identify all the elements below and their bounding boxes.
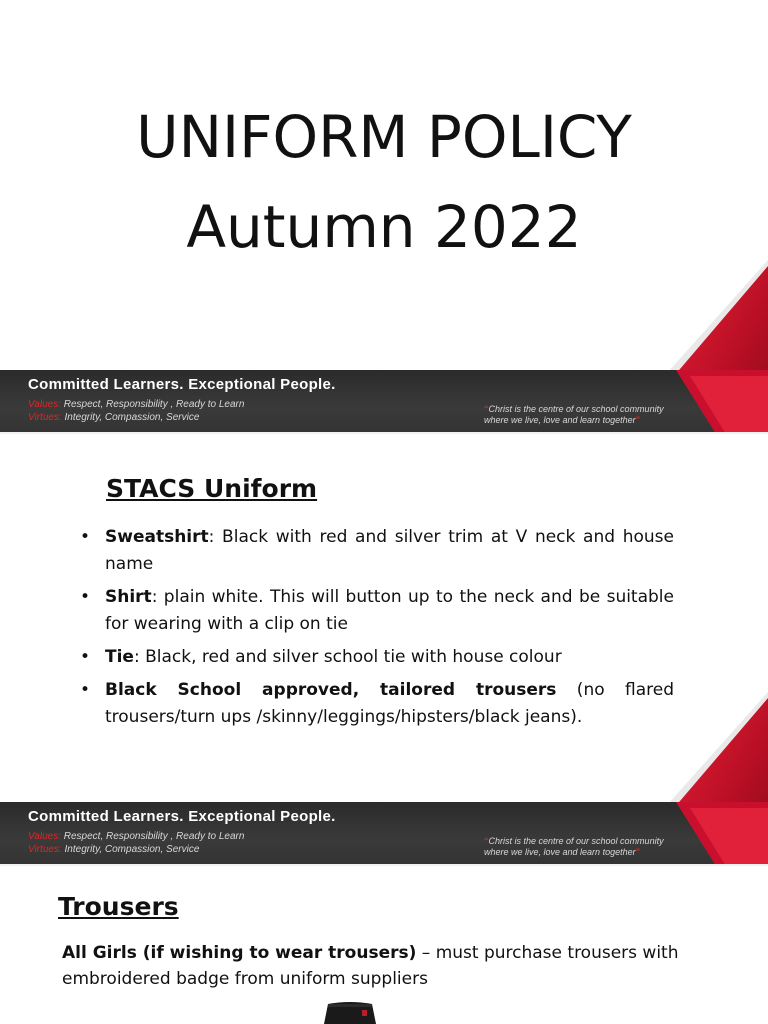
item-label: Sweatshirt <box>105 527 209 547</box>
footer-banner <box>0 370 768 434</box>
red-corner-overlay <box>676 802 768 866</box>
red-corner-overlay <box>676 370 768 434</box>
quote-line-2: where we live, love and learn together <box>484 847 636 857</box>
footer-banner <box>0 802 768 866</box>
trousers-text: – must purchase trousers with embroidered badge from uniform suppliers <box>62 943 679 989</box>
item-label: Black School approved, tailored trousers <box>105 680 557 700</box>
slide-heading: Trousers <box>58 892 179 921</box>
quote-line-1: Christ is the centre of our school community <box>488 836 664 846</box>
trousers-image <box>318 1002 382 1024</box>
virtues-label: Virtues: <box>28 844 62 855</box>
virtues-text: Integrity, Compassion, Service <box>61 844 200 855</box>
girls-label: All Girls (if wishing to wear trousers) <box>62 943 417 963</box>
footer-virtues <box>28 412 199 423</box>
footer-quote <box>484 404 684 426</box>
title-line-2: Autumn 2022 <box>186 193 582 261</box>
slide-title <box>0 92 768 272</box>
virtues-label: Virtues: <box>28 412 62 423</box>
list-item <box>80 677 674 731</box>
item-text: (no flared trousers/turn ups /skinny/leggings/hipsters/black jeans). <box>105 680 674 727</box>
values-text: Respect, Responsibility , Ready to Learn <box>60 831 245 842</box>
quote-line-2: where we live, love and learn together <box>484 415 636 425</box>
title-line-1: UNIFORM POLICY <box>136 103 632 171</box>
item-text: : Black with red and silver trim at V neck and house name <box>105 527 674 574</box>
list-item <box>80 644 674 671</box>
footer-values <box>28 399 244 410</box>
values-label: Values: <box>28 399 61 410</box>
footer-virtues <box>28 844 199 855</box>
list-item <box>80 584 674 638</box>
virtues-text: Integrity, Compassion, Service <box>61 412 200 423</box>
values-text: Respect, Responsibility , Ready to Learn <box>60 399 245 410</box>
uniform-list <box>80 524 674 737</box>
slide-heading: STACS Uniform <box>106 474 318 503</box>
footer-values <box>28 831 244 842</box>
quote-open-mark: “ <box>484 836 489 846</box>
quote-close-mark: ” <box>635 847 641 857</box>
footer-quote <box>484 836 684 858</box>
values-label: Values: <box>28 831 61 842</box>
quote-open-mark: “ <box>484 404 489 414</box>
item-label: Tie <box>105 647 134 667</box>
trousers-description <box>62 940 712 992</box>
footer-motto: Committed Learners. Exceptional People. <box>28 808 336 825</box>
quote-close-mark: ” <box>635 415 641 425</box>
footer-motto: Committed Learners. Exceptional People. <box>28 376 336 393</box>
item-text: : Black, red and silver school tie with house colour <box>133 647 562 667</box>
title-slide <box>0 0 768 434</box>
list-item <box>80 524 674 578</box>
item-text: : plain white. This will button up to the neck and be suitable for wearing with a clip on tie <box>105 587 674 634</box>
uniform-slide <box>0 434 768 866</box>
item-label: Shirt <box>105 587 152 607</box>
trousers-slide <box>0 866 768 1024</box>
quote-line-1: Christ is the centre of our school community <box>488 404 664 414</box>
